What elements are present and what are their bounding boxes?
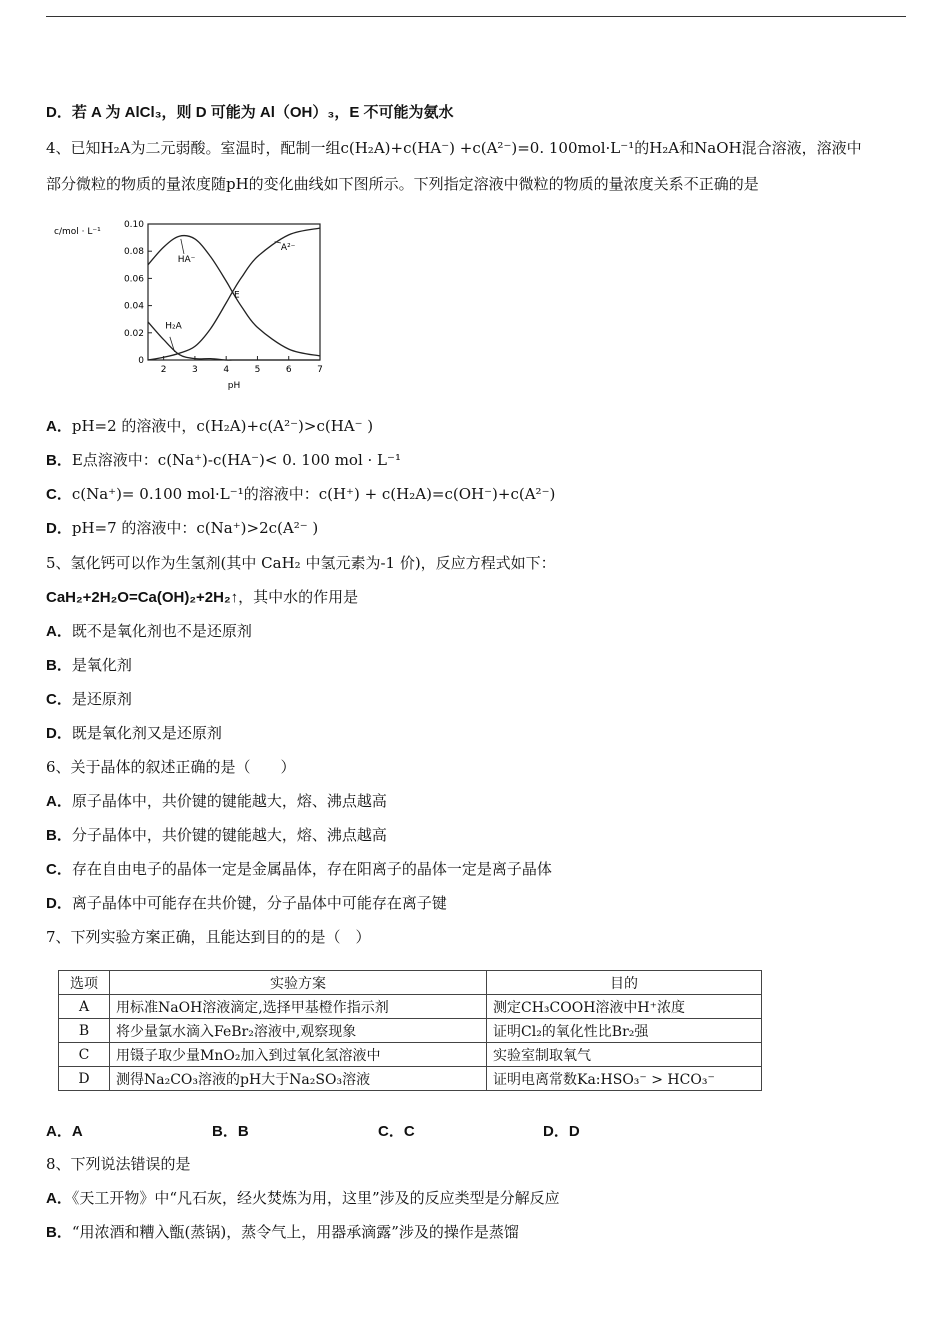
table-cell: B [59,1019,110,1043]
annotation-label: H₂A [165,321,182,332]
table-cell: D [59,1067,110,1091]
table-row [59,1019,762,1043]
reaction-equation: CaH₂+2H₂O=Ca(OH)₂+2H₂↑ [46,589,239,606]
table-header: 目的 [487,971,762,995]
option-text: 分子晶体中，共价键的键能越大，熔、沸点越高 [71,826,387,844]
table-row [59,1067,762,1091]
q6-stem: 6、关于晶体的叙述正确的是（ ） [46,758,296,776]
q5-option-c [46,689,132,710]
y-tick-label: 0.08 [123,247,144,258]
table-header: 实验方案 [110,971,487,995]
option-text: 存在自由电子的晶体一定是金属晶体，存在阳离子的晶体一定是离子晶体 [71,860,552,878]
q4-stem-line1: 4、已知H₂A为二元弱酸。室温时，配制一组c(H₂A)+c(HA⁻) +c(A²⁻)=0. 100mol·L⁻¹的H₂A和NaOH混合溶液，溶液中 [46,139,862,157]
concentration-ph-chart [52,208,342,394]
option-label: C． [46,861,72,878]
option-text: 既不是氧化剂也不是还原剂 [71,622,252,640]
q4-option-c [46,484,555,505]
table-cell: 测得Na₂CO₃溶液的pH大于Na₂SO₃溶液 [110,1067,487,1091]
option-label: B． [46,827,72,844]
q5-stem-line2 [46,587,358,608]
table-header: 选项 [59,971,110,995]
q4-option-b [46,450,401,471]
table-cell: 测定CH₃COOH溶液中H⁺浓度 [487,995,762,1019]
table-cell: 用标准NaOH溶液滴定,选择甲基橙作指示剂 [110,995,487,1019]
q6-option-b [46,825,387,846]
y-tick-label: 0.10 [123,220,144,230]
q5-stem-text: ，其中水的作用是 [238,588,359,606]
table-row [59,1043,762,1067]
x-tick-label: 4 [223,365,230,375]
q5-option-d [46,723,222,744]
option-label: D． [46,725,72,742]
y-tick-label: 0.04 [123,301,144,312]
q8-option-b [46,1222,519,1243]
annotation-label: E [234,290,240,301]
option-text: 既是氧化剂又是还原剂 [71,724,222,742]
option-text: 若 A 为 AlCl₃，则 D 可能为 Al（OH）₃，E 不可能为氨水 [71,104,454,121]
option-label: A． [46,793,72,810]
table-header-row [59,971,762,995]
option-label: D． [46,895,72,912]
q5-option-b [46,655,132,676]
q6-option-a [46,791,387,812]
option-text: “用浓酒和糟入甑(蒸锅)，蒸令气上，用器承滴露”涉及的操作是蒸馏 [71,1223,519,1241]
answer-option-c: C．C [378,1123,415,1140]
y-axis-label: c/mol · L⁻¹ [54,227,101,237]
q7-stem: 7、下列实验方案正确，且能达到目的的是（ ） [46,928,371,946]
table-cell: 用镊子取少量MnO₂加入到过氧化氢溶液中 [110,1043,487,1067]
header-rule [46,16,906,17]
q4-option-d [46,518,318,539]
option-text: pH=7 的溶液中：c(Na⁺)>2c(A²⁻ ) [71,519,319,537]
option-label: A． [46,1190,72,1207]
annotation-label: A²⁻ [280,242,296,253]
option-text: 原子晶体中，共价键的键能越大，熔、沸点越高 [71,792,387,810]
y-tick-label: 0.06 [123,274,144,285]
table-cell: 证明电离常数Ka:HSO₃⁻ > HCO₃⁻ [487,1067,762,1091]
answer-option-b: B．B [212,1123,249,1140]
option-text: 《天工开物》中“凡石灰，经火焚炼为用，这里”涉及的反应类型是分解反应 [71,1189,560,1207]
q6-option-c [46,859,552,880]
y-tick-label: 0.02 [123,328,144,339]
y-tick-label: 0 [138,356,144,366]
table-cell: A [59,995,110,1019]
experiment-table [58,970,762,1091]
option-text: 离子晶体中可能存在共价键，分子晶体中可能存在离子键 [71,894,447,912]
x-tick-label: 3 [192,365,198,375]
option-label: D． [46,104,72,121]
annotation-leader [181,239,184,254]
table-cell: 将少量氯水滴入FeBr₂溶液中,观察现象 [110,1019,487,1043]
answer-option-a: A．A [46,1123,83,1140]
table-cell: 实验室制取氧气 [487,1043,762,1067]
annotation-leader [170,337,175,352]
q8-stem: 8、下列说法错误的是 [46,1155,191,1173]
x-tick-label: 7 [317,365,323,375]
q6-option-d [46,893,447,914]
option-label: D． [46,520,72,537]
q8-option-a [46,1188,560,1209]
option-label: C． [46,486,72,503]
x-tick-label: 2 [160,365,167,375]
q3-option-d [46,102,454,123]
option-label: B． [46,452,72,469]
q4-option-a [46,416,373,437]
table-row [59,995,762,1019]
x-tick-label: 6 [285,365,292,375]
x-axis-label: pH [227,381,241,391]
option-label: A． [46,623,72,640]
q5-stem-line1: 5、氢化钙可以作为生氢剂(其中 CaH₂ 中氢元素为-1 价)，反应方程式如下： [46,554,556,572]
option-text: pH=2 的溶液中，c(H₂A)+c(A²⁻)>c(HA⁻ ) [71,417,374,435]
option-label: B． [46,657,72,674]
option-text: c(Na⁺)= 0.100 mol·L⁻¹的溶液中：c(H⁺) + c(H₂A)=c(OH⁻)+c(A²⁻) [71,485,556,503]
option-label: B． [46,1224,72,1241]
option-text: 是氧化剂 [71,656,132,674]
option-text: E点溶液中：c(Na⁺)-c(HA⁻)< 0. 100 mol · L⁻¹ [71,451,401,469]
annotation-label: HA⁻ [177,255,196,266]
table-cell: 证明Cl₂的氧化性比Br₂强 [487,1019,762,1043]
x-tick-label: 5 [254,365,261,375]
option-label: A． [46,418,72,435]
q4-stem-line2: 部分微粒的物质的量浓度随pH的变化曲线如下图所示。下列指定溶液中微粒的物质的量浓度关系不正确的是 [46,175,759,193]
option-text: 是还原剂 [71,690,132,708]
option-label: C． [46,691,72,708]
table-cell: C [59,1043,110,1067]
answer-option-d: D．D [543,1123,580,1140]
q5-option-a [46,621,252,642]
